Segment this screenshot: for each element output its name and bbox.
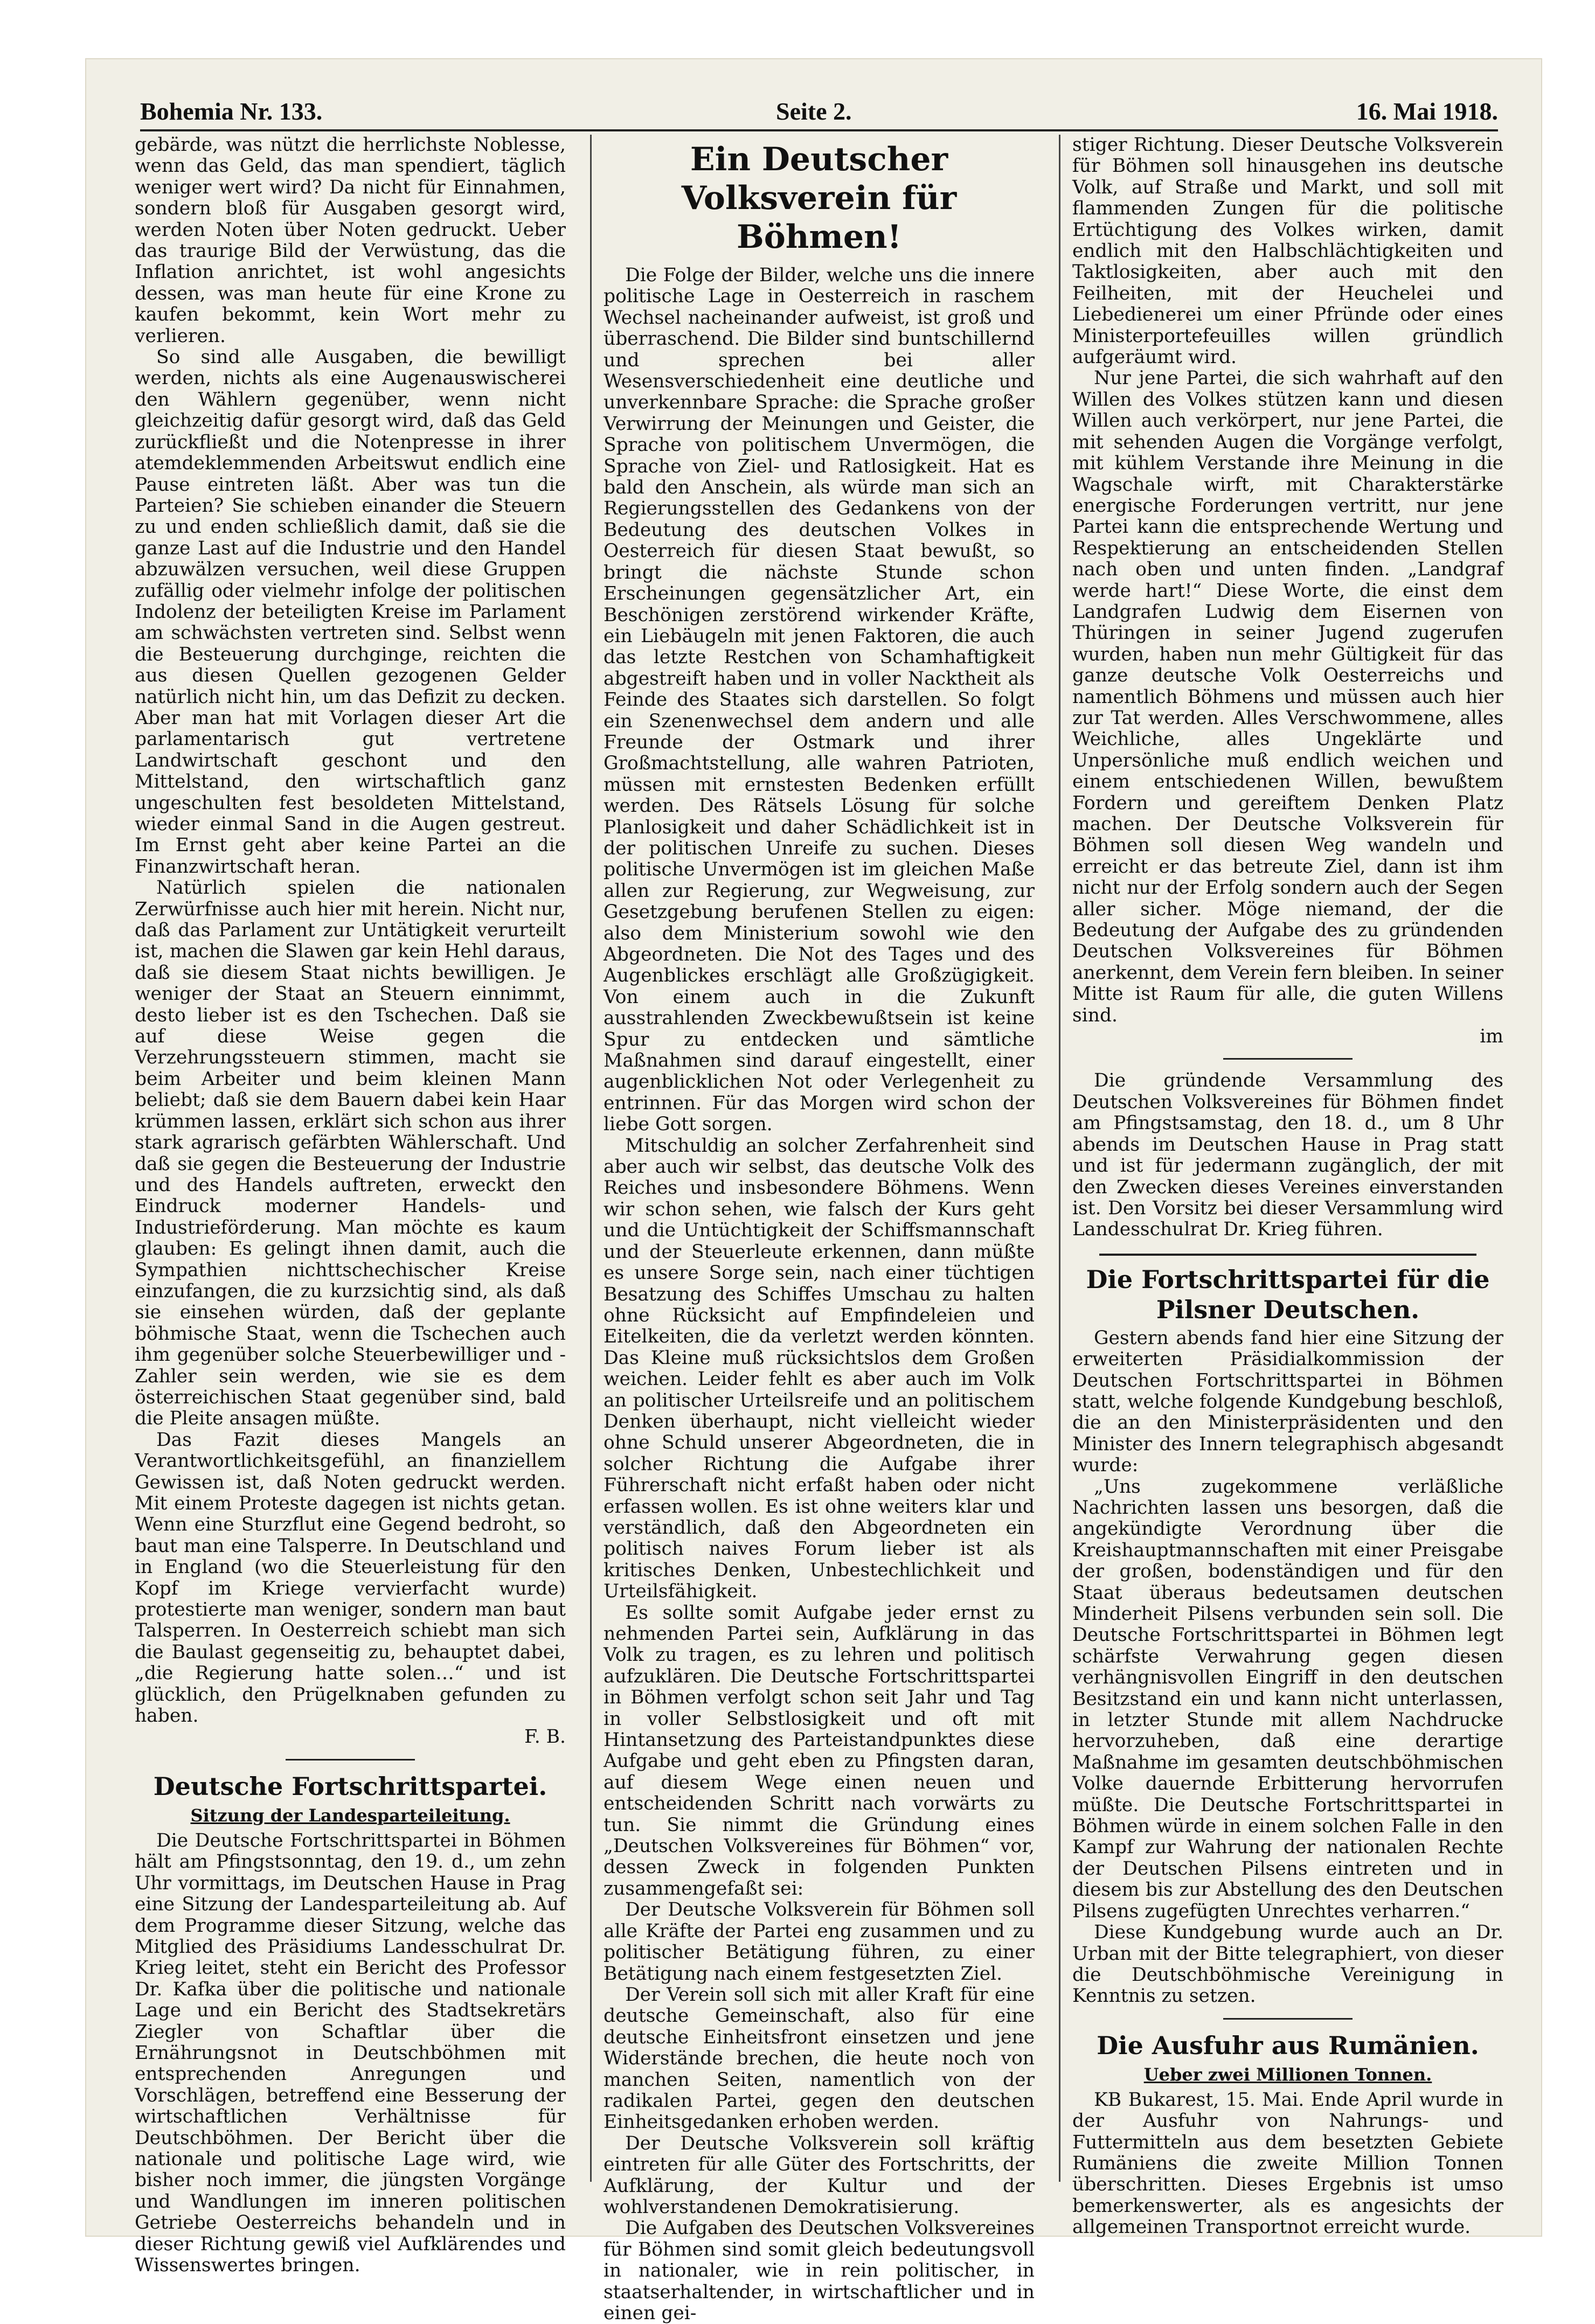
header-date: 16. Mai 1918.: [1356, 98, 1498, 125]
headline-pilsner-deutschen: Die Fortschrittspartei für die Pilsner Deutschen.: [1086, 1264, 1490, 1324]
article-separator: [1223, 1058, 1353, 1060]
article-paragraph: Es sollte somit Aufgabe jeder ernst zu nehmenden Partei sein, Aufklärung in das Volk zu tragen, es zu lehren und politisch aufzuklären. Die Deutsche Fortschrittspartei in Böhmen verfolgt schon seit Jahr und Tag in voller Selbstlosigkeit und oft mit Hintansetzung des Parteistandpunktes diese Aufgabe und geht eben zu Pfingsten daran, auf diesem Wege einen neuen und entscheidenden Schritt nach vorwärts zu tun. Sie nimmt die Gründung eines „Deutschen Volksvereines für Böhmen“ vor, dessen Zweck in folgenden Punkten zusammengefaßt sei:: [604, 1602, 1035, 1899]
article-paragraph: Der Verein soll sich mit aller Kraft für eine deutsche Gemeinschaft, also für eine deutsche Einheitsfront einsetzen und jene Widerstände brechen, die heute noch von manchen Seiten, namentlich von der radikalen Partei, gegen den deutschen Einheitsgedanken erhoben werden.: [604, 1984, 1035, 2133]
page-header: [140, 81, 1498, 131]
header-page-number: Seite 2.: [776, 98, 852, 125]
headline-fortschrittspartei: Deutsche Fortschrittspartei.: [153, 1771, 547, 1801]
article-paragraph: Diese Kundgebung wurde auch an Dr. Urban mit der Bitte telegraphiert, von dieser die Deutschböhmische Vereinigung in Kenntnis zu setzen.: [1072, 1922, 1503, 2007]
header-masthead: Bohemia Nr. 133.: [140, 98, 323, 125]
article-paragraph: Der Deutsche Volksverein soll kräftig eintreten für alle Güter des Fortschritts, der Aufklärung, der Kultur und der wohlverstandenen Demokratisierung.: [604, 2132, 1035, 2218]
article-paragraph: Die gründende Versammlung des Deutschen Volksvereines für Böhmen findet am Pfingstsamstag, den 18. d., um 8 Uhr abends im Deutschen Hause in Prag statt und ist für jedermann zugänglich, der mit den Zwecken dieses Vereines einverstanden ist. Den Vorsitz bei dieser Versammlung wird Landesschulrat Dr. Krieg führen.: [1072, 1070, 1503, 1241]
article-continuation-paragraph: gebärde, was nützt die herrlichste Noblesse, wenn das Geld, das man spendiert, täglich weniger wert wird? Da nicht für Einnahmen, sondern bloß für Ausgaben gesorgt wird, werden Noten über Noten gedruckt. Ueber das traurige Bild der Verwüstung, das die Inflation anrichtet, ist wohl angesichts dessen, was man heute für eine Krone zu kaufen bekommt, kein Wort mehr zu verlieren.: [135, 134, 566, 347]
author-signature: F. B.: [524, 1726, 566, 1748]
headline-ausfuhr-rumaenien: Die Ausfuhr aus Rumänien.: [1097, 2030, 1479, 2060]
author-signature: im: [1480, 1026, 1503, 1048]
column-rule: [590, 135, 592, 2182]
article-paragraph: Der Deutsche Volksverein für Böhmen soll alle Kräfte der Partei eng zusammen und zu politischer Betätigung führen, zu einer Betätigung nach einem festgesetzten Ziel.: [604, 1899, 1035, 1985]
article-paragraph: KB Bukarest, 15. Mai. Ende April wurde in der Ausfuhr von Nahrungs- und Futtermitteln aus dem besetzten Gebiete Rumäniens die zweite Million Tonnen überschritten. Dieses Ergebnis ist umso bemerkenswerter, als es angesichts der allgemeinen Transportnot erreicht wurde.: [1072, 2089, 1503, 2238]
headline-volksverein: Ein Deutscher Volksverein für Böhmen!: [681, 141, 957, 256]
column-1: [135, 134, 566, 2276]
column-rule: [1059, 135, 1060, 2182]
article-separator: [1223, 2018, 1353, 2020]
article-paragraph: Die Aufgaben des Deutschen Volksvereines für Böhmen sind somit gleich bedeutungsvoll in nationaler, wie in rein politischer, in staatserhaltender, in wirtschaftlicher und in einen gei-: [604, 2217, 1035, 2324]
newspaper-page: [86, 59, 1541, 2324]
column-3: [1072, 134, 1503, 2238]
article-continuation-paragraph: stiger Richtung. Dieser Deutsche Volksverein für Böhmen soll hinausgehen ins deutsche Volk, auf Straße und Markt, und soll mit flammenden Zungen für die politische Ertüchtigung des Volkes wirken, damit endlich mit den Halbschlächtigkeiten und Taktlosigkeiten, aber auch mit den Feilheiten, mit der Heuchelei und Liebedienerei um einer Pfründe oder eines Ministerportefeuilles willen gründlich aufgeräumt wird.: [1072, 134, 1503, 368]
article-paragraph: So sind alle Ausgaben, die bewilligt werden, nichts als eine Augenauswischerei den Wählern gegenüber, wenn nicht gleichzeitig dafür gesorgt wird, daß das Geld zurückfließt und die Notenpresse in ihrer atemdeklemmenden Arbeitswut endlich eine Pause eintreten läßt. Aber was tun die Parteien? Sie schieben einander die Steuern zu und enden schließlich damit, daß sie die ganze Last auf die Industrie und den Handel abzuwälzen versuchen, weil diese Gruppen zufällig oder vielmehr infolge der politischen Indolenz der beteiligten Kreise im Parlament am schwächsten vertreten sind. Selbst wenn die Besteuerung durchginge, reichten die aus diesen Quellen gezogenen Gelder natürlich nicht hin, um das Defizit zu decken. Aber man hat mit Vorlagen dieser Art die parlamentarisch gut vertretene Landwirtschaft geschont und den Mittelstand, den wirtschaftlich ganz ungeschulten fest besoldeten Mittelstand, wieder einmal Sand in die Augen gestreut. Im Ernst geht aber keine Partei an die Finanzwirtschaft heran.: [135, 346, 566, 878]
column-2: [604, 135, 1035, 2324]
article-paragraph: Nur jene Partei, die sich wahrhaft auf den Willen des Volkes stützen kann und diesen Willen auch verkörpert, nur jene Partei, die mit sehenden Augen die Vorgänge verfolgt, mit kühlem Verstande ihre Meinung in die Wagschale wirft, mit Charakterstärke energische Forderungen vertritt, nur jene Partei kann die entsprechende Wertung und Respektierung an entscheidenden Stellen nach oben und unten finden. „Landgraf werde hart!“ Diese Worte, die einst dem Landgrafen Ludwig dem Eisernen von Thüringen in seiner Jugend zugerufen wurden, haben nun mehr Gültigkeit für das ganze deutsche Volk Oesterreichs und namentlich Böhmens und müssen auch hier zur Tat werden. Alles Verschwommene, alles Weichliche, alles Ungeklärte und Unpersönliche muß endlich weichen und einem entschiedenen Willen, bewußtem Fordern und gereiftem Denken Platz machen. Der Deutsche Volksverein für Böhmen soll diesen Weg wandeln und erreicht er das betreute Ziel, dann ist ihm nicht nur der Erfolg sondern auch der Segen aller sicher. Möge niemand, der die Bedeutung der Aufgabe des zu gründenden Deutschen Volksvereines für Böhmen anerkennt, dem Verein fern bleiben. In seiner Mitte ist Raum für alle, die guten Willens sind.: [1072, 367, 1503, 1026]
article-separator: [1099, 1254, 1476, 1256]
article-paragraph: „Uns zugekommene verläßliche Nachrichten lassen uns besorgen, daß die angekündigte Verordnung über die Kreishauptmannschaften mit einer Preisgabe der großen, bodenständigen und für den Staat überaus bedeutsamen deutschen Minderheit Pilsens verbunden sein soll. Die Deutsche Fortschrittspartei in Böhmen legt schärfste Verwahrung gegen diesen verhängnisvollen Eingriff in den deutschen Besitzstand ein und kann nicht unterlassen, in letzter Stunde mit allem Nachdrucke hervorzuheben, daß eine derartige Maßnahme im gesamten deutschböhmischen Volke dauernde Erbitterung hervorrufen müßte. Die Deutsche Fortschrittspartei in Böhmen würde in einem solchen Falle in den Kampf zur Wahrung der nationalen Rechte der Deutschen Pilsens eintreten und in diesem bis zur Abstellung des den Deutschen Pilsens zugefügten Unrechtes verharren.“: [1072, 1476, 1503, 1922]
subheadline-sitzung: Sitzung der Landesparteileitung.: [190, 1805, 510, 1826]
subheadline-millionen-tonnen: Ueber zwei Millionen Tonnen.: [1143, 2064, 1432, 2085]
article-paragraph: Natürlich spielen die nationalen Zerwürfnisse auch hier mit herein. Nicht nur, daß das Parlament zur Untätigkeit verurteilt ist, machen die Slawen gar kein Hehl daraus, daß sie diesem Staat nichts bewilligen. Je weniger der Staat an Steuern einnimmt, desto lieber ist es den Tschechen. Daß sie auf diese Weise gegen die Verzehrungssteuern stimmen, macht sie beim Arbeiter und beim kleinen Mann beliebt; daß sie dem Bauern dabei kein Haar krümmen lassen, erklärt sich schon aus ihrer stark agrarisch gefärbten Wählerschaft. Und daß sie gegen die Besteuerung der Industrie und des Handels auftreten, erweckt den Eindruck moderner Handels- und Industrieförderung. Man möchte es kaum glauben: Es gelingt ihnen damit, auch die Sympathien nichttschechischer Kreise einzufangen, die zu kurzsichtig sind, als daß sie einsehen würden, daß der geplante böhmische Staat, wenn die Tschechen auch ihm gegenüber solche Steuerbewilliger und -Zahler sein werden, wie sie es dem österreichischen Staat gegenüber sind, bald die Pleite ansagen müßte.: [135, 877, 566, 1430]
article-paragraph: Gestern abends fand hier eine Sitzung der erweiterten Präsidialkommission der Deutschen Fortschrittspartei in Böhmen statt, welche folgende Kundgebung beschloß, die an den Ministerpräsidenten und den Minister des Innern telegraphisch abgesandt wurde:: [1072, 1327, 1503, 1477]
article-paragraph: Die Folge der Bilder, welche uns die innere politische Lage in Oesterreich in raschem Wechsel nacheinander aufweist, ist groß und überraschend. Die Bilder sind buntschillernd und sprechen bei aller Wesensverschiedenheit eine deutliche und unverkennbare Sprache: die Sprache großer Verwirrung der Meinungen und Geister, die Sprache von politischem Unvermögen, die Sprache von Ziel- und Ratlosigkeit. Hat es bald den Anschein, als würde man sich an Regierungsstellen des Gedankens von der Bedeutung des deutschen Volkes in Oesterreich für diesen Staat bewußt, so bringt die nächste Stunde schon Erscheinungen gegensätzlicher Art, ein Beschönigen zerstörend wirkender Kräfte, ein Liebäugeln mit jenen Faktoren, die auch das letzte Restchen von Schamhaftigkeit abgestreift haben und in voller Nacktheit als Feinde des Staates sich darstellen. So folgt ein Szenenwechsel dem andern und alle Freunde der Ostmark und ihrer Großmachtstellung, alle wahren Patrioten, müssen mit ernstesten Bedenken erfüllt werden. Des Rätsels Lösung für solche Planlosigkeit und daher Schädlichkeit ist in der politischen Unreife zu suchen. Dieses politische Unvermögen ist im gleichen Maße allen zur Regierung, zur Wegweisung, zur Gesetzgebung berufenen Stellen zu eigen: also dem Ministerium sowohl wie den Abgeordneten. Die Not des Tages und des Augenblickes erschlägt alle Großzügigkeit. Von einem auch in die Zukunft ausstrahlenden Zweckbewußtsein ist keine Spur zu entdecken und sämtliche Maßnahmen sind darauf eingestellt, einer augenblicklichen Not oder Verlegenheit zu entrinnen. Für das Morgen wird schon der liebe Gott sorgen.: [604, 265, 1035, 1136]
article-paragraph: Mitschuldig an solcher Zerfahrenheit sind aber auch wir selbst, das deutsche Volk des Reiches und insbesondere Böhmens. Wenn wir schon sehen, wie falsch der Kurs geht und die Untüchtigkeit der Schiffsmannschaft und der Steuerleute erkennen, dann müßte es unsere Sorge sein, nach einer tüchtigen Besatzung des Schiffes Umschau zu halten ohne Rücksicht auf Empfindeleien und Eitelkeiten, die da verletzt werden könnten. Das Kleine muß rücksichtslos dem Großen weichen. Leider fehlt es aber auch im Volk an politischer Urteilsreife und an politischem Denken überhaupt, nicht vielleicht wieder ohne Schuld unserer Abgeordneten, die in solcher Richtung die Aufgabe ihrer Führerschaft nicht erfaßt haben oder nicht erfassen wollen. Es ist ohne weiters klar und verständlich, daß den Abgeordneten ein politisch naives Forum lieber ist als kritisches Denken, Unbestechlichkeit und Urteilsfähigkeit.: [604, 1135, 1035, 1603]
article-paragraph: Das Fazit dieses Mangels an Verantwortlichkeitsgefühl, an finanziellem Gewissen ist, daß Noten gedruckt werden. Mit einem Proteste dagegen ist nichts getan. Wenn eine Sturzflut eine Gegend bedroht, so baut man eine Talsperre. In Deutschland und in England (wo die Steuerleistung für den Kopf im Kriege vervierfacht wurde) protestierte man weniger, sondern man baut Talsperren. In Oesterreich schiebt man sich die Baulast gegenseitig zu, behauptet dabei, „die Regierung hatte solen…“ und ist glücklich, den Prügelknaben gefunden zu haben.: [135, 1429, 566, 1727]
article-separator: [286, 1759, 415, 1761]
article-paragraph: Die Deutsche Fortschrittspartei in Böhmen hält am Pfingstsonntag, den 19. d., um zehn Uhr vormittags, im Deutschen Hause in Prag eine Sitzung der Landesparteileitung ab. Auf dem Programme dieser Sitzung, welche das Mitglied des Präsidiums Landesschulrat Dr. Krieg leitet, steht ein Bericht des Professor Dr. Kafka über die politische und nationale Lage und ein Bericht des Stadtsekretärs Ziegler von Schaftlar über die Ernährungsnot in Deutschböhmen mit entsprechenden Anregungen und Vorschlägen, betreffend eine Besserung der wirtschaftlichen Verhältnisse für Deutschböhmen. Der Bericht über die nationale und politische Lage wird, wie bisher noch immer, die jüngsten Vorgänge und Wandlungen im inneren politischen Getriebe Oesterreichs behandeln und in dieser Richtung gewiß viel Aufklärendes und Wissenswertes bringen.: [135, 1829, 566, 2276]
